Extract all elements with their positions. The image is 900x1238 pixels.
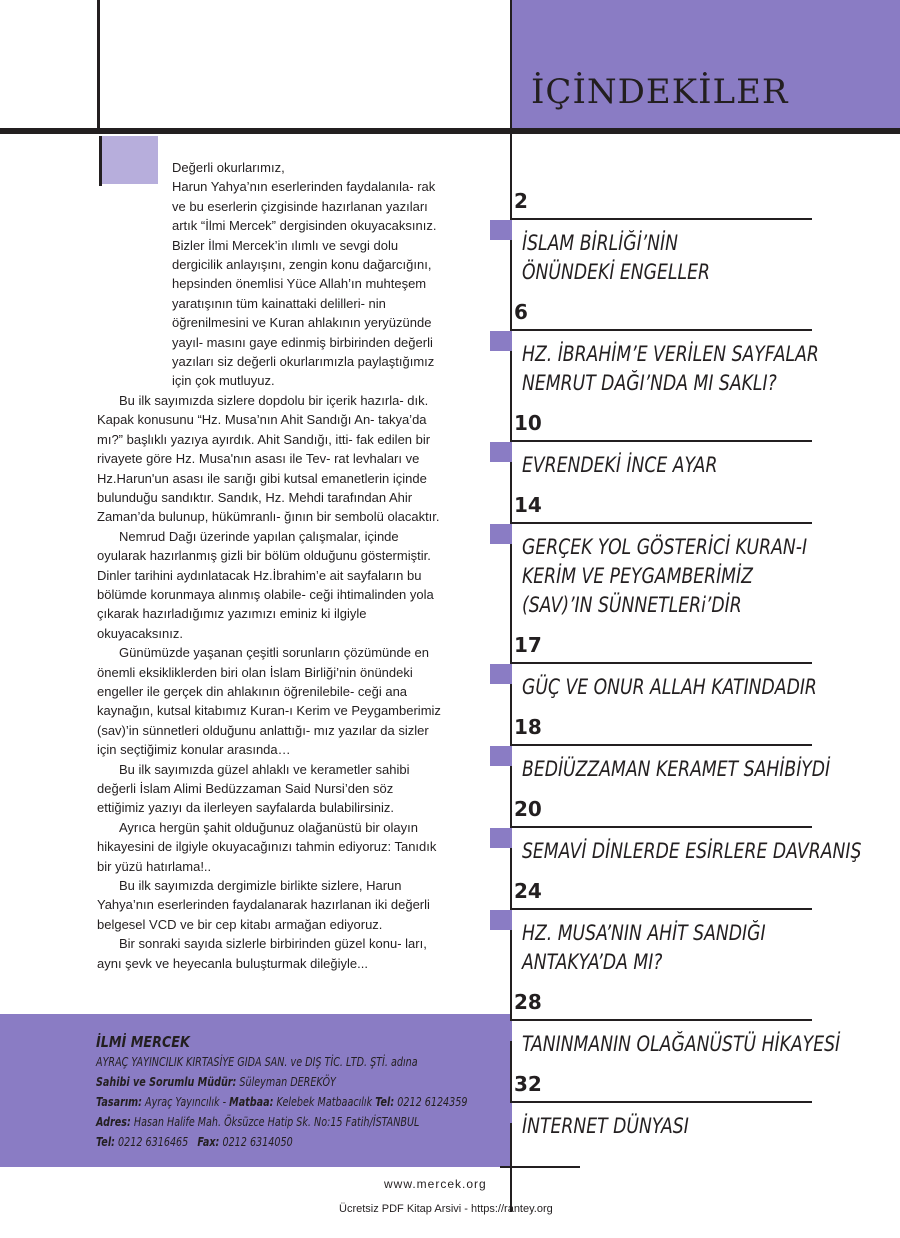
toc-marker-square <box>490 828 512 848</box>
toc-divider <box>512 1019 812 1021</box>
toc-marker-square <box>490 524 512 544</box>
website-link[interactable]: www.mercek.org <box>384 1177 487 1191</box>
letter-paragraph: Bir sonraki sayıda sizlerle birbirinden güzel konu- ları, aynı şevk ve heyecanla buluşturmak dileğiyle... <box>97 936 427 971</box>
toc-page-number: 24 <box>514 879 542 903</box>
toc-entry[interactable] <box>490 792 862 874</box>
imprint-design <box>96 1092 468 1112</box>
toc-page-number: 17 <box>514 633 542 657</box>
toc-entry-title[interactable]: (SAV)’IN SÜNNETLERi’DİR <box>522 593 742 617</box>
toc-marker-square <box>490 331 512 351</box>
toc-page-number: 14 <box>514 493 542 517</box>
imprint-box <box>0 1014 510 1167</box>
imprint-owner <box>96 1072 427 1092</box>
toc-entry-title[interactable]: GÜÇ VE ONUR ALLAH KATINDADIR <box>522 675 817 699</box>
letter-paragraph: Günümüzde yaşanan çeşitli sorunların çözümünde en önemli eksikliklerden biri olan İslam Birliği’nin önündeki engeller ile gerçek din ahlakının öğrenilebile- ceği ana kaynağın, kutsal kitabımız Kuran-ı Kerim ve Peygamberimiz (sav)’in sünnetleri olduğunu anlattığı- mız yazılar da sizler için seçtiğimiz konular arasında… <box>97 645 441 758</box>
tel-label: Tel: <box>375 1095 395 1109</box>
header-bottom-rule <box>0 128 900 134</box>
address-label: Adres: <box>96 1115 131 1129</box>
toc-entry-title[interactable]: İNTERNET DÜNYASI <box>522 1114 689 1138</box>
toc-divider <box>512 662 812 664</box>
toc-entry-title[interactable]: TANINMANIN OLAĞANÜSTÜ HİKAYESİ <box>522 1032 841 1056</box>
toc-entry[interactable] <box>490 874 820 985</box>
website-rule <box>500 1166 580 1168</box>
toc-marker-square <box>490 746 512 766</box>
address-value: Hasan Halife Mah. Öksüzce Hatip Sk. No:15 Fatih/İSTANBUL <box>133 1115 420 1129</box>
toc-entry[interactable] <box>490 1067 820 1149</box>
toc-entry[interactable] <box>490 488 820 628</box>
editor-letter <box>97 158 444 973</box>
toc-page-number: 18 <box>514 715 542 739</box>
toc-divider <box>512 744 812 746</box>
header-white-panel <box>0 0 510 130</box>
pdf-credit: Ücretsiz PDF Kitap Arsivi - https://rantey.org <box>339 1203 553 1215</box>
imprint-title: İLMİ MERCEK <box>96 1033 190 1051</box>
letter-paragraph: Nemrud Dağı üzerinde yapılan çalışmalar, içinde oyularak hazırlanmış gizli bir bölüm olduğunu göstermiştir. Dinler tarihini aydınlatacak Hz.İbrahim’e ait sayfaların bu bölümde korunmaya alınmış olabile- ceği ihtimalinden yola çıkarak hazırladığımız yazımızı eminiz ki ilgiyle okuyacaksınız. <box>97 528 434 641</box>
letter-greeting: Değerli okurlarımız, <box>172 160 285 175</box>
toc-entry-title[interactable]: EVRENDEKİ İNCE AYAR <box>522 453 718 477</box>
toc-entry-title[interactable]: KERİM VE PEYGAMBERİMİZ <box>522 564 753 588</box>
toc-entry-title[interactable]: NEMRUT DAĞI’NDA MI SAKLI? <box>522 371 777 395</box>
toc-entry[interactable] <box>490 184 820 295</box>
letter-paragraph: Bu ilk sayımızda sizlere dopdolu bir içerik hazırla- dık. Kapak konusunu “Hz. Musa’nın Ahit Sandığı An- takya’da mı?” başlıklı yazıya ayırdık. Ahit Sandığı, itti- fak edilen bir rivayete göre Hz. Musa'nın asası ile Tev- rat levhaları ve Hz.Harun'un asası ile sarığı gibi kutsal emanetlerin içinde bulunduğu sandıktır. Sandık, Hz. Mehdi tarafından Ahir Zaman’da bulunup, hükümranlı- ğının bir sembolü olacaktır. <box>97 392 440 525</box>
toc-page-number: 32 <box>514 1072 542 1096</box>
page-title: İÇİNDEKİLER <box>531 72 789 112</box>
toc-divider <box>512 218 812 220</box>
toc-divider <box>512 826 812 828</box>
toc-page-number: 10 <box>514 411 542 435</box>
tel-value: 0212 6124359 <box>397 1095 468 1109</box>
imprint-publisher: AYRAÇ YAYINCILIK KIRTASİYE GIDA SAN. ve DIŞ TİC. LTD. ŞTİ. adına <box>96 1055 418 1069</box>
toc-divider <box>512 1101 812 1103</box>
toc-entry[interactable] <box>490 710 831 792</box>
toc-divider <box>512 522 812 524</box>
toc-marker-square <box>490 220 512 240</box>
owner-value: Süleyman DEREKÖY <box>239 1075 336 1089</box>
toc-entry-title[interactable]: BEDİÜZZAMAN KERAMET SAHİBİYDİ <box>522 757 831 781</box>
toc-page-number: 6 <box>514 300 528 324</box>
toc-divider <box>512 329 812 331</box>
imprint-contact <box>96 1132 427 1152</box>
toc-entry-title[interactable]: İSLAM BİRLİĞİ’NİN <box>522 231 678 255</box>
letter-paragraph: Bu ilk sayımızda dergimizle birlikte sizlere, Harun Yahya’nın eserlerinden faydalanarak hazırlanan iki değerli belgesel VCD ve bir cep kitabı armağan ediyoruz. <box>97 878 430 932</box>
toc-marker-square <box>490 910 512 930</box>
design-value: Ayraç Yayıncılık - <box>145 1095 227 1109</box>
design-label: Tasarım: <box>96 1095 142 1109</box>
toc-entry-title[interactable]: HZ. MUSA’NIN AHİT SANDIĞI <box>522 921 766 945</box>
toc-page-number: 20 <box>514 797 542 821</box>
toc-marker-square <box>490 442 512 462</box>
toc-entry-title[interactable]: ÖNÜNDEKİ ENGELLER <box>522 260 710 284</box>
toc-entry-title[interactable]: GERÇEK YOL GÖSTERİCİ KURAN-I <box>522 535 808 559</box>
owner-label: Sahibi ve Sorumlu Müdür: <box>96 1075 237 1089</box>
toc-entry[interactable] <box>490 406 820 488</box>
letter-paragraph: Ayrıca hergün şahit olduğunuz olağanüstü bir olayın hikayesini de ilgiyle okuyacağınızı tahmin ediyoruz: Tanıdık bir yüzü hatırlama!.. <box>97 819 437 874</box>
toc-page-number: 28 <box>514 990 542 1014</box>
toc-entry[interactable] <box>490 985 841 1067</box>
header-left-rule <box>97 0 100 130</box>
tel2-value: 0212 6316465 <box>118 1135 189 1149</box>
toc-entry[interactable] <box>490 628 820 710</box>
print-label: Matbaa: <box>229 1095 274 1109</box>
toc-page-number: 2 <box>514 189 528 213</box>
print-value: Kelebek Matbaacılık <box>276 1095 373 1109</box>
toc-marker-square <box>490 664 512 684</box>
letter-paragraph: Bu ilk sayımızda güzel ahlaklı ve kerametler sahibi değerli İslam Alimi Bedüzzaman Said Nursi’den söz ettiğimiz yazıyı da ilerleyen sayfalarda bulabilirsiniz. <box>97 761 410 816</box>
toc-divider <box>512 440 812 442</box>
fax-value: 0212 6314050 <box>222 1135 293 1149</box>
toc-entry-title[interactable]: HZ. İBRAHİM’E VERİLEN SAYFALAR <box>522 342 819 366</box>
table-of-contents <box>490 184 862 1149</box>
letter-paragraph: Harun Yahya’nın eserlerinden faydalanıla- rak ve bu eserlerin çizgisinde hazırlanan yazıları artık “İlmi Mercek” dergisinden okuyacaksınız. Bizler İlmi Mercek’in ılımlı ve sevgi dolu dergicilik anlayışını, zengin konu dağarcığını, hepsinden önemlisi Yüce Allah’ın muhteşem yaratışının tüm kainattaki delilleri- nin öğrenilmesini ve Kuran ahlakının yeryüzünde yayıl- masını gaye edinmiş birbirinden değerli yazıları siz değerli okurlarımızla paylaştığımız için çok mutluyuz. <box>172 179 437 389</box>
toc-entry-title[interactable]: ANTAKYA’DA MI? <box>522 950 663 974</box>
toc-entry[interactable] <box>490 295 820 406</box>
tel2-label: Tel: <box>96 1135 115 1149</box>
toc-divider <box>512 908 812 910</box>
toc-entry-title[interactable]: SEMAVİ DİNLERDE ESİRLERE DAVRANIŞ <box>522 839 862 863</box>
imprint-address <box>96 1112 427 1132</box>
fax-label: Fax: <box>197 1135 220 1149</box>
